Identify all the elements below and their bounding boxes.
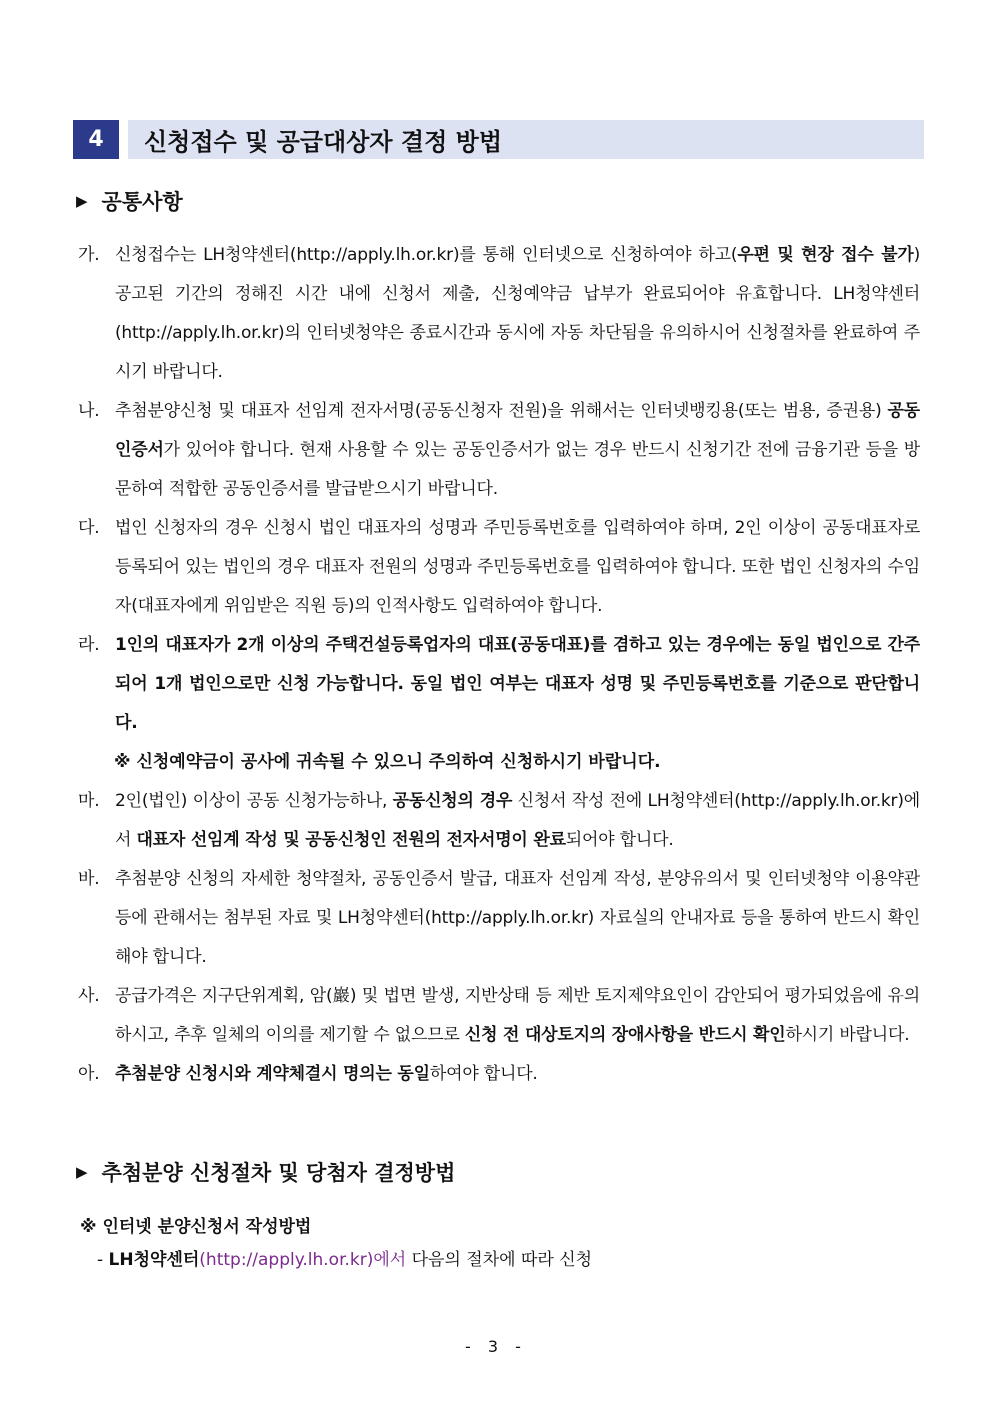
- text-segment: 2인(법인) 이상이 공동 신청가능하나,: [115, 791, 393, 811]
- text-segment: 신청서 작성 전에 LH청약센터(http://apply.lh.or.kr)에서: [115, 791, 921, 850]
- item-mark: 마.: [78, 791, 100, 811]
- text-segment: 가 있어야 합니다. 현재 사용할 수 있는 공동인증서가 없는 경우 반드시 신청기간 전에 금융기관 등을 방문하여 적합한 공동인증서를 발급받으시기 바랍니다.: [115, 440, 920, 499]
- list-item: [78, 860, 920, 977]
- item-text: [115, 791, 920, 850]
- triangle-bullet-icon: ▶: [76, 1163, 88, 1181]
- section-title: 신청접수 및 공급대상자 결정 방법: [128, 120, 924, 159]
- item-mark: 바.: [78, 869, 100, 889]
- list-item: [78, 626, 920, 743]
- triangle-bullet-icon: ▶: [76, 192, 88, 210]
- text-segment: 추첨분양신청 및 대표자 선임계 전자서명(공동신청자 전원)을 위해서는 인터넷뱅킹용(또는 범용, 증권용): [115, 401, 888, 421]
- subheading-lottery: [76, 1157, 455, 1187]
- list-item: [78, 782, 920, 860]
- section-header: [73, 120, 924, 159]
- internet-application-memo-title: ※ 인터넷 분양신청서 작성방법: [80, 1217, 312, 1237]
- bold-text-segment: 신청 전 대상토지의 장애사항을 반드시 확인: [464, 1025, 786, 1045]
- item-text: [115, 986, 920, 1045]
- section-number: 4: [73, 120, 119, 159]
- item-text: [115, 635, 920, 733]
- item-text: [115, 869, 920, 967]
- common-items-list: [78, 236, 920, 1094]
- memo-dash: -: [97, 1250, 104, 1270]
- page-number: - 3 -: [465, 1337, 527, 1356]
- text-segment: 신청접수는 LH청약센터(http://apply.lh.or.kr)를 통해 인터넷으로 신청하여야 하고(: [115, 245, 738, 265]
- bold-text-segment: 공동인증서: [115, 401, 920, 460]
- text-segment: 하여야 합니다.: [429, 1064, 538, 1084]
- item-text: [115, 518, 920, 616]
- bold-text-segment: 대표자 선임계 작성 및 공동신청인 전원의 전자서명이 완료: [136, 830, 566, 850]
- text-segment: 법인 신청자의 경우 신청시 법인 대표자의 성명과 주민등록번호를 입력하여야 하며, 2인 이상이 공동대표자로 등록되어 있는 법인의 경우 대표자 전원의 성명과 주민등록번호를 입력하여야 합니다. 또한 법인 신청자의 수임자(대표자에게 위임받은 직원 등)의 인적사항도 입력하여야 합니다.: [115, 518, 920, 616]
- item-text: [115, 401, 920, 499]
- item-mark: 사.: [78, 986, 100, 1006]
- list-item: [78, 236, 920, 392]
- memo-rest-text: 다음의 절차에 따라 신청: [411, 1250, 593, 1270]
- list-item: [78, 509, 920, 626]
- subheading-lottery-text: 추첨분양 신청절차 및 당첨자 결정방법: [101, 1161, 456, 1185]
- text-segment: 하시기 바랍니다.: [785, 1025, 910, 1045]
- item-mark: 아.: [78, 1064, 100, 1084]
- item-mark: 다.: [78, 518, 100, 538]
- text-segment: ) 공고된 기간의 정해진 시간 내에 신청서 제출, 신청예약금 납부가 완료되어야 유효합니다. LH청약센터(http://apply.lh.or.kr)의 인터넷청약은 종료시간과 동시에 자동 차단됨을 유의하시어 신청절차를 완료하여 주시기 바랍니다.: [115, 245, 921, 382]
- list-item: [78, 1055, 920, 1094]
- text-segment: 추첨분양 신청의 자세한 청약절차, 공동인증서 발급, 대표자 선임계 작성, 분양유의서 및 인터넷청약 이용약관 등에 관해서는 첨부된 자료 및 LH청약센터(http://apply.lh.or.kr) 자료실의 안내자료 등을 통하여 반드시 확인해야 합니다.: [115, 869, 920, 967]
- bold-text-segment: 추첨분양 신청시와 계약체결시 명의는 동일: [115, 1064, 430, 1084]
- text-segment: 되어야 합니다.: [565, 830, 674, 850]
- list-item: [78, 977, 920, 1055]
- bold-text-segment: 1인의 대표자가 2개 이상의 주택건설등록업자의 대표(공동대표)를 겸하고 있는 경우에는 동일 법인으로 간주되어 1개 법인으로만 신청 가능합니다. 동일 법인 여부는 대표자 성명 및 주민등록번호를 기준으로 판단합니다.: [115, 635, 920, 733]
- subheading-common-text: 공통사항: [101, 190, 183, 214]
- text-segment: 공급가격은 지구단위계획, 암(巖) 및 법면 발생, 지반상태 등 제반 토지제약요인이 감안되어 평가되었음에 유의하시고, 추후 일체의 이의를 제기할 수 없으므로: [115, 986, 920, 1045]
- internet-application-memo-line: [97, 1245, 592, 1270]
- item-text: [115, 245, 920, 382]
- memo-url-link[interactable]: (http://apply.lh.or.kr)에서: [199, 1250, 407, 1270]
- item-mark: 라.: [78, 635, 100, 655]
- item-text: [115, 1064, 538, 1084]
- deposit-warning-note: ※ 신청예약금이 공사에 귀속될 수 있으니 주의하여 신청하시기 바랍니다.: [114, 752, 661, 772]
- bold-text-segment: 우편 및 현장 접수 불가: [737, 245, 914, 265]
- item-mark: 가.: [78, 245, 100, 265]
- memo-center-name: LH청약센터: [108, 1250, 200, 1270]
- list-item: [78, 392, 920, 509]
- item-mark: 나.: [78, 401, 100, 421]
- bold-text-segment: 공동신청의 경우: [392, 791, 513, 811]
- subheading-common: [76, 186, 183, 216]
